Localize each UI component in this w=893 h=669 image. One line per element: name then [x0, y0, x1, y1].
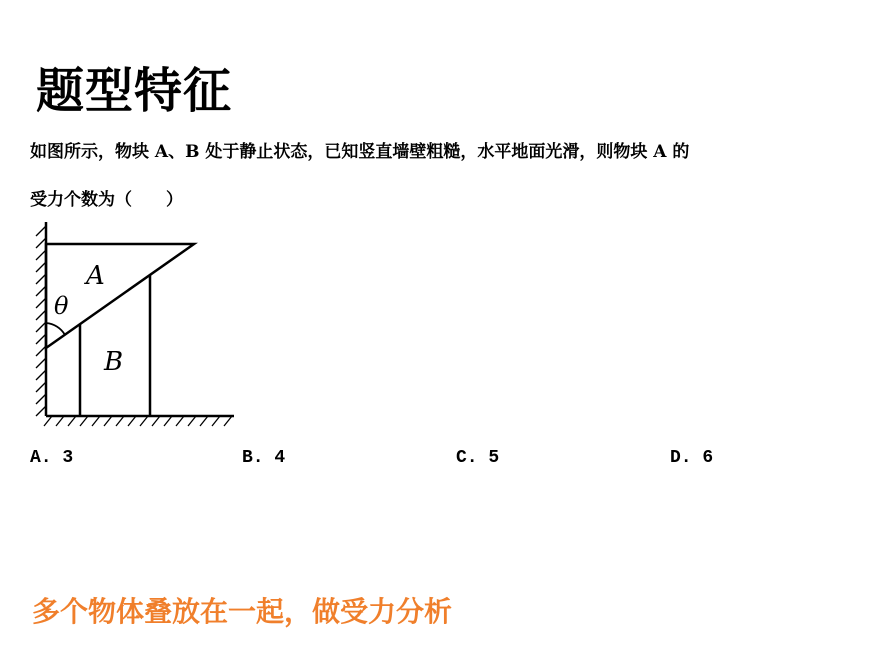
option-c[interactable]: C. 5: [456, 448, 500, 468]
question-text: [30, 128, 890, 224]
label-theta: θ: [54, 292, 69, 320]
label-b: B: [104, 347, 124, 377]
floor-hatching: [44, 416, 232, 426]
summary-text: 多个物体叠放在一起，做受力分析: [32, 595, 453, 628]
slide-title: 题型特征: [36, 63, 233, 119]
label-a: A: [86, 261, 105, 291]
theta-arc: [46, 323, 65, 335]
question-line-1: 如图所示，物块 A、B 处于静止状态，已知竖直墙壁粗糙，水平地面光滑，则物块 A 的: [30, 142, 690, 162]
physics-figure: [28, 218, 248, 434]
wall-hatching: [36, 226, 46, 416]
option-d[interactable]: D. 6: [670, 448, 714, 468]
option-b[interactable]: B. 4: [242, 448, 286, 468]
option-a[interactable]: A. 3: [30, 448, 74, 468]
question-line-2: 受力个数为（ ）: [30, 190, 183, 210]
wall-floor-blocks-diagram: [28, 218, 248, 430]
